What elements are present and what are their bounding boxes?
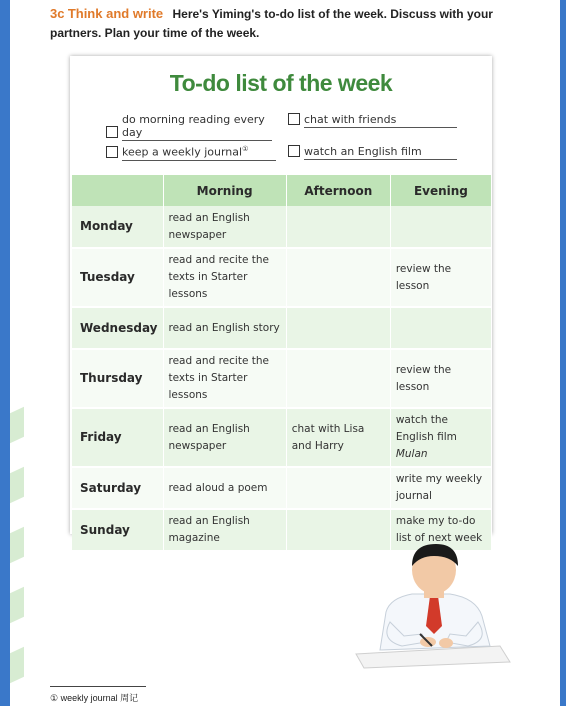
exercise-number: 3c bbox=[50, 6, 65, 21]
checkbox[interactable] bbox=[288, 113, 300, 125]
footnote-text: weekly journal 周记 bbox=[60, 693, 139, 703]
footnote-ref: ① bbox=[242, 145, 249, 153]
evening-cell: review the lesson bbox=[390, 248, 491, 307]
todo-table bbox=[72, 175, 492, 552]
morning-cell: read and recite the texts in Starter lessons bbox=[163, 349, 286, 408]
morning-cell: read and recite the texts in Starter lessons bbox=[163, 248, 286, 307]
film-title: Mulan bbox=[395, 448, 428, 460]
day-cell: Wednesday bbox=[72, 307, 163, 349]
todo-card bbox=[70, 56, 492, 544]
day-cell: Thursday bbox=[72, 349, 163, 408]
right-decorative-border bbox=[560, 0, 566, 706]
header-evening: Evening bbox=[390, 175, 491, 206]
day-cell: Friday bbox=[72, 408, 163, 467]
day-cell: Saturday bbox=[72, 467, 163, 509]
option-weekly-journal[interactable]: keep a weekly journal① bbox=[106, 145, 276, 161]
table-row bbox=[72, 467, 492, 509]
table-row bbox=[72, 307, 492, 349]
evening-cell: watch the English film Mulan bbox=[390, 408, 491, 467]
afternoon-cell bbox=[286, 307, 390, 349]
evening-cell: review the lesson bbox=[390, 349, 491, 408]
evening-cell: make my to-do list of next week bbox=[390, 509, 491, 551]
header-afternoon: Afternoon bbox=[286, 175, 390, 206]
table-row bbox=[72, 349, 492, 408]
checkbox[interactable] bbox=[106, 126, 118, 138]
left-decorative-stripes bbox=[10, 400, 24, 706]
exercise-instruction: Here's Yiming's to-do list of the week. Discuss with your partners. Plan your time of the week. bbox=[50, 7, 493, 40]
header-morning: Morning bbox=[163, 175, 286, 206]
afternoon-cell bbox=[286, 467, 390, 509]
morning-cell: read aloud a poem bbox=[163, 467, 286, 509]
exercise-header bbox=[50, 4, 530, 43]
afternoon-cell bbox=[286, 206, 390, 248]
day-cell: Sunday bbox=[72, 509, 163, 551]
morning-cell: read an English newspaper bbox=[163, 408, 286, 467]
table-row bbox=[72, 206, 492, 248]
table-row bbox=[72, 248, 492, 307]
afternoon-cell bbox=[286, 349, 390, 408]
option-morning-reading[interactable]: do morning reading every day bbox=[106, 113, 272, 141]
morning-cell: read an English newspaper bbox=[163, 206, 286, 248]
boy-writing-illustration bbox=[350, 542, 514, 670]
header-empty bbox=[72, 175, 163, 206]
evening-cell bbox=[390, 206, 491, 248]
footnote bbox=[50, 691, 138, 704]
evening-cell bbox=[390, 307, 491, 349]
afternoon-cell bbox=[286, 248, 390, 307]
evening-cell: write my weekly journal bbox=[390, 467, 491, 509]
option-english-film[interactable]: watch an English film bbox=[288, 145, 457, 160]
checkbox[interactable] bbox=[288, 145, 300, 157]
morning-cell: read an English story bbox=[163, 307, 286, 349]
day-cell: Monday bbox=[72, 206, 163, 248]
footnote-mark: ① bbox=[50, 693, 59, 703]
afternoon-cell: chat with Lisa and Harry bbox=[286, 408, 390, 467]
table-row bbox=[72, 408, 492, 467]
checkbox[interactable] bbox=[106, 146, 118, 158]
day-cell: Tuesday bbox=[72, 248, 163, 307]
morning-cell: read an English magazine bbox=[163, 509, 286, 551]
exercise-label: Think and write bbox=[67, 6, 164, 21]
footnote-divider bbox=[50, 686, 146, 687]
card-title: To-do list of the week bbox=[169, 70, 393, 96]
left-decorative-border bbox=[0, 0, 10, 706]
option-chat-friends[interactable]: chat with friends bbox=[288, 113, 457, 128]
